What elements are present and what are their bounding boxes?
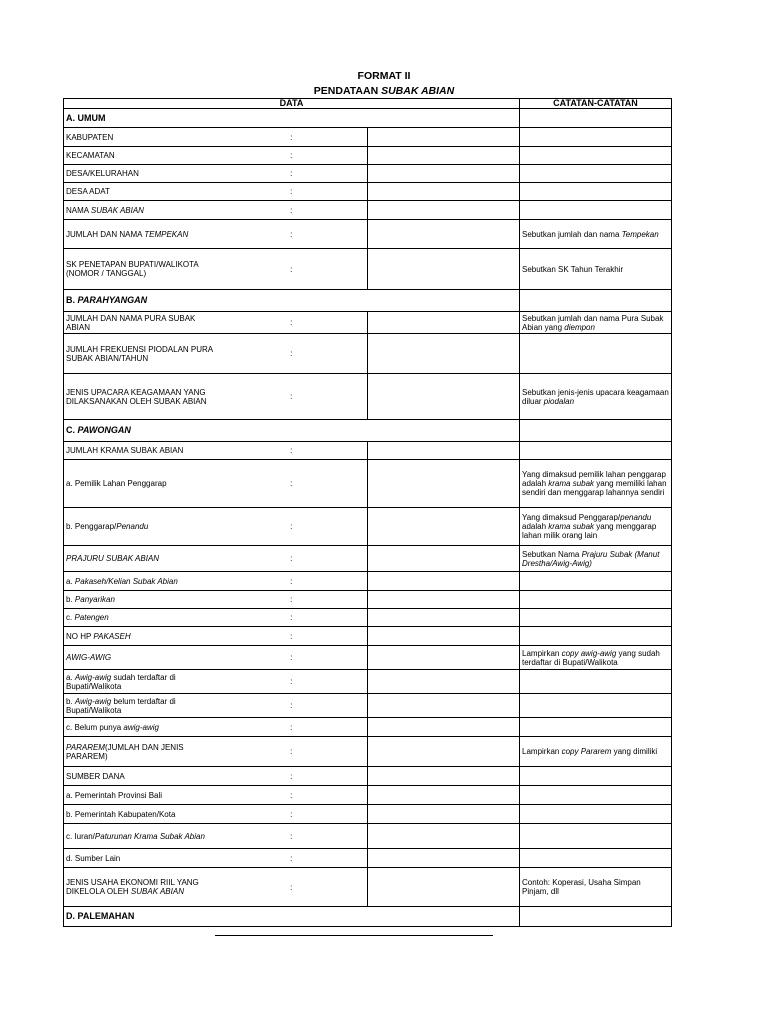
notes-cell [520,824,672,849]
colon-separator: : [216,508,368,546]
field-label [64,374,216,420]
form-title: FORMAT II [357,70,411,82]
colon-separator: : [216,718,368,737]
section-row [64,109,672,128]
colon-separator: : [216,737,368,767]
text-segment: SUBAK ABIAN [381,85,455,97]
text-segment: PARAREM [66,742,105,752]
notes-cell [520,147,672,165]
text-segment: (JUMLAH DAN JENIS PARAREM) [66,742,184,761]
table-row [64,609,672,627]
text-segment: Prajuru Subak (Manut Drestha/Awig-Awig) [522,549,660,568]
bottom-rule [215,935,493,936]
notes-column-header: CATATAN-CATATAN [520,99,672,109]
colon-separator: : [216,334,368,374]
text-segment: DESA ADAT [66,187,110,196]
text-segment: Yang dimaksud pemilik lahan penggarap adalah [522,470,666,488]
table-row [64,767,672,786]
section-title [64,290,520,312]
text-segment: yang memiliki lahan sendiri dan menggarap lahannya sendiri [522,479,667,497]
text-segment: KECAMATAN [66,151,115,160]
notes-cell [520,591,672,609]
form-subtitle [0,85,768,97]
table-row [64,249,672,290]
notes-cell [520,868,672,907]
field-label [64,609,216,627]
colon-separator: : [216,374,368,420]
section-row [64,290,672,312]
text-segment: copy Pararem [561,747,612,756]
text-segment: PARAHYANGAN [77,295,148,305]
table-row [64,670,672,694]
section-title [64,907,520,927]
table-row [64,786,672,805]
text-segment: Pakaseh/Kelian Subak Abian [74,576,178,586]
text-segment: B. [66,295,78,305]
section-row [64,420,672,442]
notes-cell [520,109,672,128]
text-segment: Sebutkan jumlah dan nama Pura Subak Abian yang [522,313,664,332]
text-segment: a. [66,576,75,586]
notes-cell [520,508,672,546]
value-field[interactable] [368,824,520,849]
notes-cell [520,786,672,805]
text-segment: yang menggarap lahan milik orang lain [522,522,657,540]
table-row [64,805,672,824]
text-segment: yang sudah terdaftar di Bupati/Walikota [522,648,660,667]
field-label [64,646,216,670]
text-segment: JUMLAH DAN NAMA [66,229,145,239]
field-label [64,442,216,460]
notes-cell [520,249,672,290]
notes-cell [520,737,672,767]
colon-separator: : [216,670,368,694]
notes-cell [520,694,672,718]
field-label [64,670,216,694]
colon-separator: : [216,201,368,220]
data-table [63,98,672,927]
notes-cell [520,128,672,147]
text-segment: krama subak [548,522,595,531]
notes-cell [520,849,672,868]
notes-cell [520,718,672,737]
text-segment: Panyarikan [74,595,115,604]
notes-cell [520,805,672,824]
text-segment: KABUPATEN [66,132,114,142]
text-segment: Sebutkan jenis-jenis upacara keagamaan diluar [522,387,669,406]
notes-cell [520,290,672,312]
value-field[interactable] [368,786,520,805]
colon-separator: : [216,128,368,147]
table-row [64,572,672,591]
table-row [64,183,672,201]
value-field[interactable] [368,374,520,420]
value-field[interactable] [368,220,520,249]
table-header [64,99,672,109]
text-segment: c. Iuran/ [66,831,95,841]
field-label [64,849,216,868]
colon-separator: : [216,767,368,786]
table-row [64,442,672,460]
notes-cell [520,646,672,670]
text-segment: krama subak [548,479,595,488]
text-segment: SK PENETAPAN BUPATI/WALIKOTA (NOMOR / TANGGAL) [66,260,199,278]
value-field[interactable] [368,767,520,786]
table-row [64,220,672,249]
value-field[interactable] [368,442,520,460]
notes-cell [520,165,672,183]
text-segment: sudah terdaftar di Bupati/Walikota [66,672,176,691]
field-label [64,786,216,805]
field-label [64,334,216,374]
colon-separator: : [216,824,368,849]
text-segment: diempon [564,322,595,332]
value-field[interactable] [368,868,520,907]
data-form [63,98,672,927]
text-segment: A. UMUM [66,112,106,123]
text-segment: a. [66,672,75,682]
value-field[interactable] [368,627,520,646]
value-field[interactable] [368,249,520,290]
notes-cell [520,767,672,786]
notes-cell [520,670,672,694]
value-field[interactable] [368,508,520,546]
value-field[interactable] [368,591,520,609]
notes-cell [520,907,672,927]
text-segment: b. [66,696,75,706]
text-segment: piodalan [543,396,575,406]
value-field[interactable] [368,460,520,508]
text-segment: Sebutkan Nama [522,549,582,559]
colon-separator: : [216,849,368,868]
text-segment: belum terdaftar di Bupati/Walikota [66,696,176,715]
colon-separator: : [216,147,368,165]
text-segment: c. Belum punya [66,722,124,732]
colon-separator: : [216,609,368,627]
text-segment: PAWONGAN [77,425,131,435]
value-field[interactable] [368,183,520,201]
text-segment: Tempekan [621,229,659,239]
value-field[interactable] [368,312,520,334]
text-segment: JENIS UPACARA KEAGAMAAN YANG DILAKSANAKAN OLEH SUBAK ABIAN [66,387,207,406]
field-label [64,460,216,508]
text-segment: TEMPEKAN [144,229,189,239]
colon-separator: : [216,460,368,508]
notes-cell [520,460,672,508]
colon-separator: : [216,591,368,609]
table-row [64,312,672,334]
table-row [64,128,672,147]
text-segment: c. [66,613,75,622]
text-segment: adalah [522,522,549,531]
colon-separator: : [216,868,368,907]
value-field[interactable] [368,694,520,718]
notes-cell [520,374,672,420]
colon-separator: : [216,249,368,290]
field-label [64,220,216,249]
table-row [64,334,672,374]
text-segment: a. Pemerintah Provinsi Bali [66,790,163,800]
colon-separator: : [216,312,368,334]
field-label [64,147,216,165]
colon-separator: : [216,165,368,183]
value-field[interactable] [368,165,520,183]
table-row [64,165,672,183]
notes-cell [520,220,672,249]
value-field[interactable] [368,147,520,165]
value-field[interactable] [368,718,520,737]
notes-cell [520,442,672,460]
section-title [64,420,520,442]
text-segment: NAMA [66,205,91,215]
text-segment: C. [66,425,78,435]
text-segment: JUMLAH DAN NAMA PURA SUBAK ABIAN [66,313,196,332]
notes-cell [520,627,672,646]
text-segment: AWIG-AWIG [66,653,112,662]
text-segment: SUBAK ABIAN [90,205,144,215]
field-label [64,546,216,572]
table-row [64,591,672,609]
section-title [64,109,520,128]
field-label [64,183,216,201]
table-row [64,646,672,670]
table-row [64,546,672,572]
field-label [64,572,216,591]
table-row [64,627,672,646]
value-field[interactable] [368,849,520,868]
field-label [64,805,216,824]
table-row [64,460,672,508]
table-row [64,718,672,737]
notes-cell [520,609,672,627]
value-field[interactable] [368,805,520,824]
text-segment: SUMBER DANA [66,771,125,781]
colon-separator: : [216,646,368,670]
text-segment: a. Pemilik Lahan Penggarap [66,479,167,488]
colon-separator: : [216,183,368,201]
table-row [64,849,672,868]
text-segment: SUBAK ABIAN [130,887,184,896]
field-label [64,201,216,220]
notes-cell [520,183,672,201]
colon-separator: : [216,786,368,805]
table-row [64,868,672,907]
text-segment: b. Pemerintah Kabupaten/Kota [66,809,176,819]
colon-separator: : [216,694,368,718]
notes-cell [520,334,672,374]
value-field[interactable] [368,546,520,572]
text-segment: penandu [620,513,652,522]
section-row [64,907,672,927]
value-field[interactable] [368,737,520,767]
field-label [64,718,216,737]
text-segment: Sebutkan SK Tahun Terakhir [522,264,624,274]
text-segment: b. [66,595,75,604]
text-segment: PENDATAAN [313,85,382,97]
notes-cell [520,420,672,442]
field-label [64,627,216,646]
colon-separator: : [216,442,368,460]
colon-separator: : [216,805,368,824]
text-segment: Awig-awig [74,696,112,706]
field-label [64,694,216,718]
text-segment: d. Sumber Lain [66,853,121,863]
text-segment: PRAJURU SUBAK ABIAN [66,554,160,563]
field-label [64,249,216,290]
field-label [64,767,216,786]
text-segment: Yang dimaksud Penggarap/ [522,513,621,522]
table-row [64,508,672,546]
table-row [64,374,672,420]
value-field[interactable] [368,670,520,694]
value-field[interactable] [368,201,520,220]
text-segment: Contoh: Koperasi, Usaha Simpan Pinjam, dll [522,878,641,896]
field-label [64,591,216,609]
text-segment: Lampirkan [522,648,562,658]
table-row [64,147,672,165]
text-segment: b. Penggarap/ [66,522,117,531]
field-label [64,508,216,546]
text-segment: Patengen [74,613,109,622]
text-segment: Awig-awig [74,672,112,682]
text-segment: DESA/KELURAHAN [66,169,139,178]
field-label [64,824,216,849]
value-field[interactable] [368,572,520,591]
text-segment: awig-awig [123,722,159,732]
notes-cell [520,201,672,220]
colon-separator: : [216,546,368,572]
value-field[interactable] [368,609,520,627]
field-label [64,737,216,767]
text-segment: JUMLAH KRAMA SUBAK ABIAN [66,446,184,455]
notes-cell [520,572,672,591]
field-label [64,128,216,147]
value-field[interactable] [368,334,520,374]
colon-separator: : [216,572,368,591]
value-field[interactable] [368,128,520,147]
text-segment: D. PALEMAHAN [66,911,135,921]
field-label [64,312,216,334]
table-row [64,824,672,849]
colon-separator: : [216,220,368,249]
table-row [64,201,672,220]
text-segment: copy awig-awig [561,648,617,658]
text-segment: NO HP [66,631,94,641]
table-row [64,694,672,718]
field-label [64,868,216,907]
table-row [64,737,672,767]
value-field[interactable] [368,646,520,670]
field-label [64,165,216,183]
text-segment: Sebutkan jumlah dan nama [522,229,622,239]
text-segment: Penandu [116,522,149,531]
text-segment: PAKASEH [93,631,131,641]
notes-cell [520,312,672,334]
colon-separator: : [216,627,368,646]
text-segment: JUMLAH FREKUENSI PIODALAN PURA SUBAK ABIAN/TAHUN [66,344,213,363]
text-segment: Lampirkan [522,747,562,756]
data-column-header: DATA [64,99,520,109]
text-segment: yang dimiliki [611,747,658,756]
text-segment: JENIS USAHA EKONOMI RIIL YANG DIKELOLA OLEH [66,878,199,896]
notes-cell [520,546,672,572]
text-segment: Paturunan Krama Subak Abian [94,831,205,841]
